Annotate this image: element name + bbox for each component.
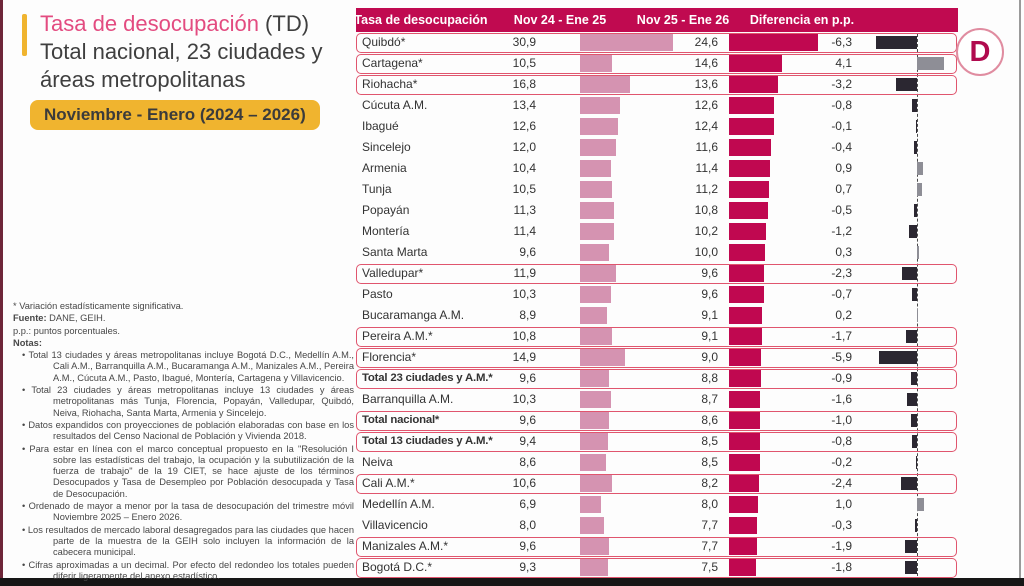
source-line <box>13 313 354 324</box>
row-diff-bar <box>917 183 922 196</box>
row-bar-curr <box>729 181 769 198</box>
row-value-prev: 11,3 <box>513 203 536 217</box>
row-diff-bar <box>876 36 917 49</box>
row-label: Total 23 ciudades y A.M.* <box>362 372 493 384</box>
row-diff-bar <box>902 267 917 280</box>
table-row <box>356 515 958 536</box>
row-bar-curr <box>729 349 761 366</box>
row-bar-curr <box>729 202 768 219</box>
row-diff-value: -1,7 <box>831 329 852 343</box>
row-bar-prev <box>580 433 608 450</box>
title-highlight: Tasa de desocupación <box>40 11 259 36</box>
row-value-curr: 8,8 <box>701 371 718 385</box>
row-bar-prev <box>580 412 609 429</box>
row-value-prev: 8,0 <box>519 518 536 532</box>
row-diff-value: -1,0 <box>831 413 852 427</box>
row-diff-bar <box>914 204 917 217</box>
table-row <box>356 305 958 326</box>
right-border <box>1019 0 1021 586</box>
row-label: Florencia* <box>362 350 417 364</box>
row-value-prev: 10,3 <box>512 287 536 301</box>
row-bar-curr <box>729 412 760 429</box>
row-value-curr: 8,0 <box>701 497 718 511</box>
row-value-curr: 11,4 <box>695 161 718 175</box>
period-badge: Noviembre - Enero (2024 – 2026) <box>30 100 320 130</box>
title-line2: Total nacional, 23 ciudades y <box>40 39 323 64</box>
row-diff-bar <box>905 561 917 574</box>
row-value-prev: 8,9 <box>519 308 536 322</box>
row-value-prev: 6,9 <box>519 497 536 511</box>
row-diff-value: -1,2 <box>831 224 852 238</box>
row-diff-value: 0,7 <box>835 182 852 196</box>
row-diff-value: -0,5 <box>831 203 852 217</box>
row-label: Cartagena* <box>362 56 423 70</box>
row-value-prev: 9,6 <box>519 413 536 427</box>
significance-note: * Variación estadísticamente significativa. <box>13 301 184 311</box>
row-value-prev: 10,3 <box>512 392 536 406</box>
row-value-prev: 9,6 <box>519 245 536 259</box>
row-diff-value: -6,3 <box>831 35 852 49</box>
row-value-curr: 14,6 <box>694 56 718 70</box>
row-bar-curr <box>729 265 764 282</box>
title-line3: áreas metropolitanas <box>40 67 246 92</box>
row-value-prev: 10,8 <box>512 329 536 343</box>
header-cell-diff: Diferencia en p.p. <box>749 13 855 27</box>
row-label: Cali A.M.* <box>362 476 415 490</box>
row-diff-value: -1,9 <box>831 539 852 553</box>
row-bar-prev <box>580 265 616 282</box>
row-label: Quibdó* <box>362 35 406 49</box>
row-bar-curr <box>729 139 771 156</box>
row-label: Medellín A.M. <box>362 497 435 511</box>
row-value-prev: 13,4 <box>512 98 536 112</box>
row-diff-value: -0,3 <box>831 518 852 532</box>
row-diff-bar <box>915 519 917 532</box>
row-bar-prev <box>580 97 620 114</box>
row-label: Santa Marta <box>362 245 428 259</box>
row-label: Montería <box>362 224 410 238</box>
row-bar-curr <box>729 370 761 387</box>
table-row <box>356 95 958 116</box>
table-row <box>356 452 958 473</box>
title-accent-bar <box>22 14 27 56</box>
row-bar-curr <box>729 76 778 93</box>
source-label: Fuente: <box>13 313 47 324</box>
row-diff-value: -0,2 <box>831 455 852 469</box>
row-diff-bar <box>914 141 917 154</box>
table-body <box>356 32 958 578</box>
row-bar-curr <box>729 391 760 408</box>
row-bar-prev <box>580 391 611 408</box>
unemployment-table <box>356 8 958 578</box>
row-value-prev: 8,6 <box>519 455 536 469</box>
row-bar-prev <box>580 370 609 387</box>
row-bar-prev <box>580 349 625 366</box>
table-row <box>356 431 958 452</box>
row-label: Ibagué <box>362 119 399 133</box>
row-value-prev: 16,8 <box>512 77 536 91</box>
table-row <box>356 32 958 53</box>
table-row <box>356 116 958 137</box>
row-diff-value: -0,8 <box>831 98 852 112</box>
row-diff-bar <box>909 225 917 238</box>
row-value-curr: 9,1 <box>701 329 718 343</box>
row-diff-bar <box>916 120 917 133</box>
row-bar-prev <box>580 538 609 555</box>
row-label: Neiva <box>362 455 393 469</box>
row-label: Sincelejo <box>362 140 411 154</box>
dane-logo <box>956 28 1004 76</box>
table-row <box>356 263 958 284</box>
table-row <box>356 284 958 305</box>
row-value-prev: 10,6 <box>512 476 536 490</box>
row-value-curr: 8,2 <box>701 476 718 490</box>
row-value-prev: 12,0 <box>512 140 536 154</box>
row-bar-prev <box>580 454 606 471</box>
row-diff-value: -0,4 <box>831 140 852 154</box>
row-bar-prev <box>580 139 616 156</box>
row-diff-bar <box>912 99 917 112</box>
row-label: Bucaramanga A.M. <box>362 308 465 322</box>
row-value-curr: 24,6 <box>694 35 718 49</box>
row-label: Pasto <box>362 287 393 301</box>
row-value-prev: 11,9 <box>513 266 536 280</box>
header-cell-prev-period: Nov 24 - Ene 25 <box>513 13 607 27</box>
row-bar-curr <box>729 244 765 261</box>
page-title <box>40 10 323 94</box>
row-bar-prev <box>580 559 608 576</box>
pp-definition: p.p.: puntos porcentuales. <box>13 325 120 336</box>
row-label: Popayán <box>362 203 410 217</box>
row-value-prev: 30,9 <box>512 35 536 49</box>
row-value-curr: 7,7 <box>701 539 718 553</box>
row-diff-value: 0,2 <box>835 308 852 322</box>
table-row <box>356 494 958 515</box>
row-value-curr: 10,0 <box>694 245 718 259</box>
row-bar-prev <box>580 286 611 303</box>
row-diff-bar <box>912 288 917 301</box>
row-bar-prev <box>580 328 612 345</box>
row-diff-value: -1,8 <box>831 560 852 574</box>
row-value-curr: 8,6 <box>701 413 718 427</box>
table-row <box>356 326 958 347</box>
row-diff-value: -0,7 <box>831 287 852 301</box>
row-bar-curr <box>729 328 762 345</box>
row-bar-prev <box>580 496 601 513</box>
row-diff-value: -3,2 <box>831 77 852 91</box>
row-value-curr: 12,6 <box>694 98 718 112</box>
row-label: Total 13 ciudades y A.M.* <box>362 435 493 447</box>
table-row <box>356 410 958 431</box>
note-item: • Ordenado de mayor a menor por la tasa de desocupación del trimestre móvil Noviembre 2025 – Enero 2026. <box>13 501 354 524</box>
row-value-curr: 9,6 <box>701 266 718 280</box>
row-diff-value: 1,0 <box>835 497 852 511</box>
row-diff-bar <box>901 477 917 490</box>
row-diff-value: -0,9 <box>831 371 852 385</box>
table-row <box>356 179 958 200</box>
row-diff-value: -2,4 <box>831 476 852 490</box>
row-value-curr: 11,6 <box>695 140 718 154</box>
row-bar-prev <box>580 307 607 324</box>
title-suffix: (TD) <box>258 11 310 36</box>
row-value-prev: 12,6 <box>512 119 536 133</box>
row-bar-curr <box>729 286 764 303</box>
row-bar-curr <box>729 496 758 513</box>
row-diff-value: 4,1 <box>835 56 852 70</box>
row-label: Armenia <box>362 161 407 175</box>
row-value-prev: 10,4 <box>512 161 536 175</box>
row-diff-value: 0,9 <box>835 161 852 175</box>
table-row <box>356 242 958 263</box>
table-row <box>356 158 958 179</box>
row-diff-bar <box>879 351 917 364</box>
table-row <box>356 368 958 389</box>
row-value-curr: 7,7 <box>701 518 718 532</box>
note-item: • Cifras aproximadas a un decimal. Por efecto del redondeo los totales pueden diferir ligeramente del anexo estadístico. <box>13 560 354 583</box>
row-value-prev: 9,3 <box>519 560 536 574</box>
row-value-curr: 8,7 <box>701 392 718 406</box>
row-diff-bar <box>905 540 917 553</box>
row-bar-curr <box>729 223 766 240</box>
row-bar-prev <box>580 76 630 93</box>
row-value-curr: 9,6 <box>701 287 718 301</box>
row-label: Bogotá D.C.* <box>362 560 433 574</box>
row-diff-bar <box>917 498 924 511</box>
row-diff-value: -0,8 <box>831 434 852 448</box>
table-row <box>356 200 958 221</box>
source-value: DANE, GEIH. <box>46 313 106 324</box>
row-diff-value: 0,3 <box>835 245 852 259</box>
row-value-curr: 11,2 <box>695 182 718 196</box>
row-diff-value: -1,6 <box>831 392 852 406</box>
row-value-prev: 11,4 <box>513 224 536 238</box>
row-diff-bar <box>917 309 918 322</box>
row-bar-curr <box>729 559 756 576</box>
row-diff-value: -5,9 <box>831 350 852 364</box>
row-diff-bar <box>917 57 944 70</box>
row-diff-bar <box>896 78 917 91</box>
row-value-curr: 10,2 <box>694 224 718 238</box>
row-bar-prev <box>580 202 614 219</box>
row-bar-prev <box>580 475 612 492</box>
header-cell-city: Tasa de desocupación <box>354 13 488 27</box>
row-value-prev: 9,6 <box>519 539 536 553</box>
table-row <box>356 557 958 578</box>
row-bar-prev <box>580 118 618 135</box>
row-value-curr: 8,5 <box>701 455 718 469</box>
row-value-prev: 14,9 <box>512 350 536 364</box>
row-diff-bar <box>917 246 919 259</box>
row-bar-curr <box>729 475 759 492</box>
row-label: Cúcuta A.M. <box>362 98 428 112</box>
table-row <box>356 53 958 74</box>
row-label: Barranquilla A.M. <box>362 392 454 406</box>
row-bar-curr <box>729 517 757 534</box>
row-diff-bar <box>907 393 917 406</box>
note-item: • Datos expandidos con proyecciones de población elaboradas con base en los resultados del Censo Nacional de Población y Vivienda 2018. <box>13 420 354 443</box>
row-value-curr: 10,8 <box>694 203 718 217</box>
note-item: • Total 23 ciudades y áreas metropolitanas incluye 13 ciudades y áreas metropolitanas más Tunja, Florencia, Popayán, Valledupar, Quibdó, Neiva, Riohacha, Santa Marta, Armenia y Sincelejo. <box>13 385 354 419</box>
row-bar-prev <box>580 55 612 72</box>
row-diff-bar <box>911 414 918 427</box>
note-item: • Total 13 ciudades y áreas metropolitanas incluye Bogotá D.C., Medellín A.M., Cali A.M., Barranquilla A.M., Bucaramanga A.M., Manizales A.M., Pereira A.M., Cúcuta A.M., Pasto, Ibagué, Montería, Cartagena y Villavicencio. <box>13 350 354 384</box>
row-bar-prev <box>580 517 604 534</box>
header-cell-curr-period: Nov 25 - Ene 26 <box>636 13 730 27</box>
notes-label: Notas: <box>13 337 42 348</box>
row-bar-curr <box>729 118 774 135</box>
row-value-prev: 9,4 <box>519 434 536 448</box>
table-row <box>356 536 958 557</box>
row-bar-curr <box>729 307 762 324</box>
row-label: Valledupar* <box>362 266 424 280</box>
table-row <box>356 473 958 494</box>
table-row <box>356 389 958 410</box>
row-label: Manizales A.M.* <box>362 539 449 553</box>
row-label: Riohacha* <box>362 77 418 91</box>
row-bar-curr <box>729 454 760 471</box>
row-value-prev: 9,6 <box>519 371 536 385</box>
row-value-prev: 10,5 <box>512 182 536 196</box>
footnotes <box>13 301 354 583</box>
row-bar-prev <box>580 160 611 177</box>
row-value-prev: 10,5 <box>512 56 536 70</box>
row-bar-curr <box>729 55 782 72</box>
note-item: • Los resultados de mercado laboral desagregados para las ciudades que hacen parte de la muestra de la GEIH solo incluyen la información de la cabecera municipal. <box>13 525 354 559</box>
row-value-curr: 9,0 <box>701 350 718 364</box>
row-bar-curr <box>729 433 760 450</box>
row-label: Total nacional* <box>362 414 440 426</box>
row-bar-curr <box>729 97 774 114</box>
row-bar-prev <box>580 223 614 240</box>
row-bar-curr <box>729 538 757 555</box>
row-label: Villavicencio <box>362 518 428 532</box>
table-row <box>356 74 958 95</box>
note-item: • Para estar en línea con el marco conceptual propuesto en la "Resolución I sobre las estadísticas del trabajo, la ocupación y la subutilización de la fuerza de trabajo" de la 19 CIET, se hace ajuste de los términos Desocupados y Tasa de Desempleo por Población desocupada y Tasa de Desocupación. <box>13 444 354 500</box>
row-label: Tunja <box>362 182 392 196</box>
row-value-curr: 9,1 <box>701 308 718 322</box>
row-diff-bar <box>917 162 923 175</box>
table-header <box>356 8 958 32</box>
row-diff-bar <box>916 456 917 469</box>
row-diff-value: -2,3 <box>831 266 852 280</box>
row-bar-curr <box>729 160 770 177</box>
row-diff-bar <box>911 372 917 385</box>
row-diff-bar <box>906 330 917 343</box>
row-value-curr: 12,4 <box>694 119 718 133</box>
row-bar-prev <box>580 244 609 261</box>
left-border <box>0 0 3 586</box>
table-row <box>356 347 958 368</box>
table-row <box>356 137 958 158</box>
table-row <box>356 221 958 242</box>
row-bar-prev <box>580 181 612 198</box>
row-value-curr: 13,6 <box>694 77 718 91</box>
row-value-curr: 8,5 <box>701 434 718 448</box>
dane-logo-letter: D <box>969 36 991 68</box>
row-diff-value: -0,1 <box>831 119 852 133</box>
row-diff-bar <box>912 435 917 448</box>
row-label: Pereira A.M.* <box>362 329 433 343</box>
row-value-curr: 7,5 <box>701 560 718 574</box>
